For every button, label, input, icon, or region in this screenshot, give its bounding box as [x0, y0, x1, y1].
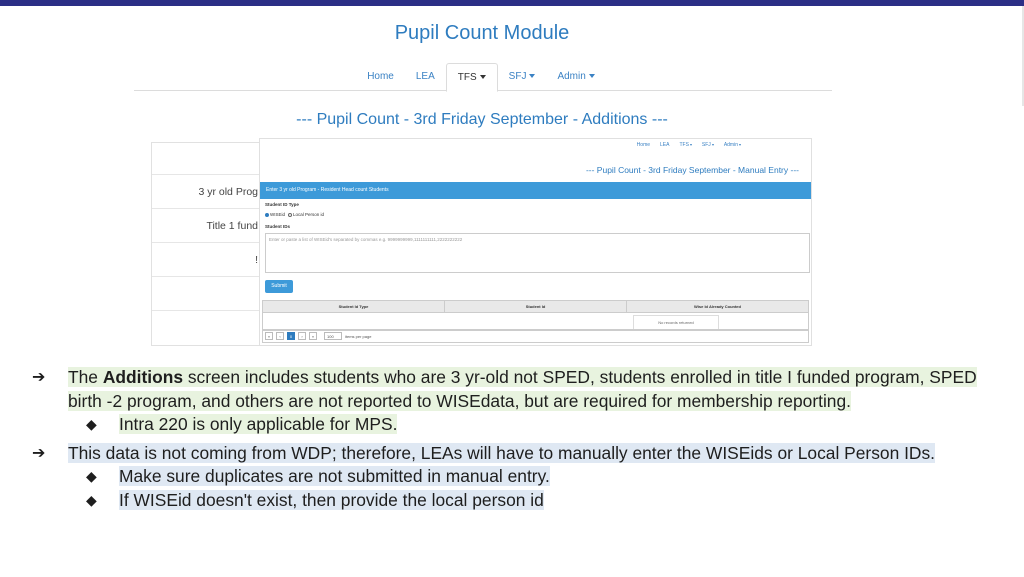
chevron-down-icon — [690, 144, 692, 146]
student-ids-textarea[interactable]: Enter or paste a list of WISEid's separated by commas e.g. 9999999999,1111111111,2222222222 — [265, 233, 810, 273]
panel-header: Enter 3 yr old Program - Resident Head count Students — [260, 182, 811, 199]
overlay-nav-tfs[interactable]: TFS — [679, 142, 691, 148]
chevron-down-icon — [529, 74, 535, 78]
chevron-down-icon — [712, 144, 714, 146]
bullet-1-text: The Additions screen includes students who are 3 yr-old not SPED, students enrolled in title I funded program, SPED birth -2 program, and others are not reported to WISEdata, but are required for membership reporting. — [68, 367, 977, 411]
overlay-heading: --- Pupil Count - 3rd Friday September - Manual Entry --- — [585, 165, 799, 175]
manual-entry-screenshot — [259, 138, 812, 346]
current-page[interactable]: 0 — [287, 332, 295, 340]
table-row[interactable]: ! — [152, 243, 262, 277]
prev-page-button[interactable]: ‹ — [276, 332, 284, 340]
overlay-nav-admin[interactable]: Admin — [724, 142, 741, 148]
radio-wiseid-label: WISEid — [270, 212, 286, 217]
empty-message: No records returned — [633, 315, 719, 330]
radio-local-person-id[interactable] — [288, 213, 292, 217]
chevron-down-icon — [589, 74, 595, 78]
submit-button[interactable]: Submit — [265, 280, 293, 293]
bullet-2-text: This data is not coming from WDP; therefore, LEAs will have to manually enter the WISEids or Local Person IDs. — [68, 442, 935, 463]
column-header[interactable]: Wise Id Already Counted — [694, 304, 741, 309]
overlay-nav-lea[interactable]: LEA — [660, 142, 670, 148]
first-page-button[interactable]: « — [265, 332, 273, 340]
top-accent-bar — [0, 0, 1024, 6]
radio-local-label: Local Person id — [293, 212, 325, 217]
next-page-button[interactable]: › — [298, 332, 306, 340]
column-header[interactable]: Student Id Type — [263, 301, 445, 312]
chevron-down-icon — [739, 144, 741, 146]
diamond-icon: ◆ — [86, 468, 97, 484]
bullet-1 — [32, 366, 992, 437]
table-row — [152, 143, 262, 175]
student-id-type-radio-group — [265, 212, 324, 217]
module-title: Pupil Count Module — [394, 22, 570, 44]
page-heading: --- Pupil Count - 3rd Friday September - Additions --- — [296, 111, 668, 128]
table-row[interactable]: Title 1 fund — [152, 209, 262, 243]
student-id-type-label: Student ID Type — [265, 202, 299, 207]
radio-wiseid[interactable] — [265, 213, 269, 217]
bullet-2 — [32, 442, 992, 513]
additions-table — [151, 142, 262, 346]
table-row — [152, 277, 262, 311]
overlay-nav-sfj[interactable]: SFJ — [702, 142, 714, 148]
diamond-icon: ◆ — [86, 491, 97, 508]
nav-home[interactable]: Home — [367, 71, 394, 82]
overlay-nav-home[interactable]: Home — [636, 142, 651, 148]
nav-lea[interactable]: LEA — [415, 71, 435, 82]
arrow-icon: ➔ — [32, 444, 46, 462]
bullet-1-sub-1: ◆ Intra 220 is only applicable for MPS. — [32, 413, 992, 437]
nav-sfj[interactable]: SFJ — [498, 63, 547, 91]
arrow-icon: ➔ — [32, 369, 46, 386]
nav-admin[interactable]: Admin — [546, 63, 605, 91]
main-nav — [134, 63, 832, 91]
per-page-label: items per page — [345, 333, 372, 339]
overlay-nav — [637, 142, 741, 148]
pagination — [262, 329, 809, 343]
results-table-header — [263, 301, 808, 313]
bullet-2-sub-1: ◆ Make sure duplicates are not submitted in manual entry. — [32, 465, 992, 489]
column-header[interactable]: Student Id — [445, 301, 627, 312]
last-page-button[interactable]: » — [309, 332, 317, 340]
student-ids-label: Student IDs — [265, 224, 291, 229]
bullet-list — [32, 366, 992, 517]
page-size-select[interactable]: 100 — [324, 332, 342, 340]
results-table — [262, 300, 809, 331]
diamond-icon: ◆ — [86, 416, 97, 432]
nav-tfs[interactable]: TFS — [446, 63, 498, 92]
results-table-body — [263, 313, 808, 330]
bullet-2-sub-2: ◆ If WISEid doesn't exist, then provide the local person id — [32, 489, 992, 513]
table-row[interactable]: 3 yr old Prog — [152, 175, 262, 209]
chevron-down-icon — [480, 75, 486, 79]
